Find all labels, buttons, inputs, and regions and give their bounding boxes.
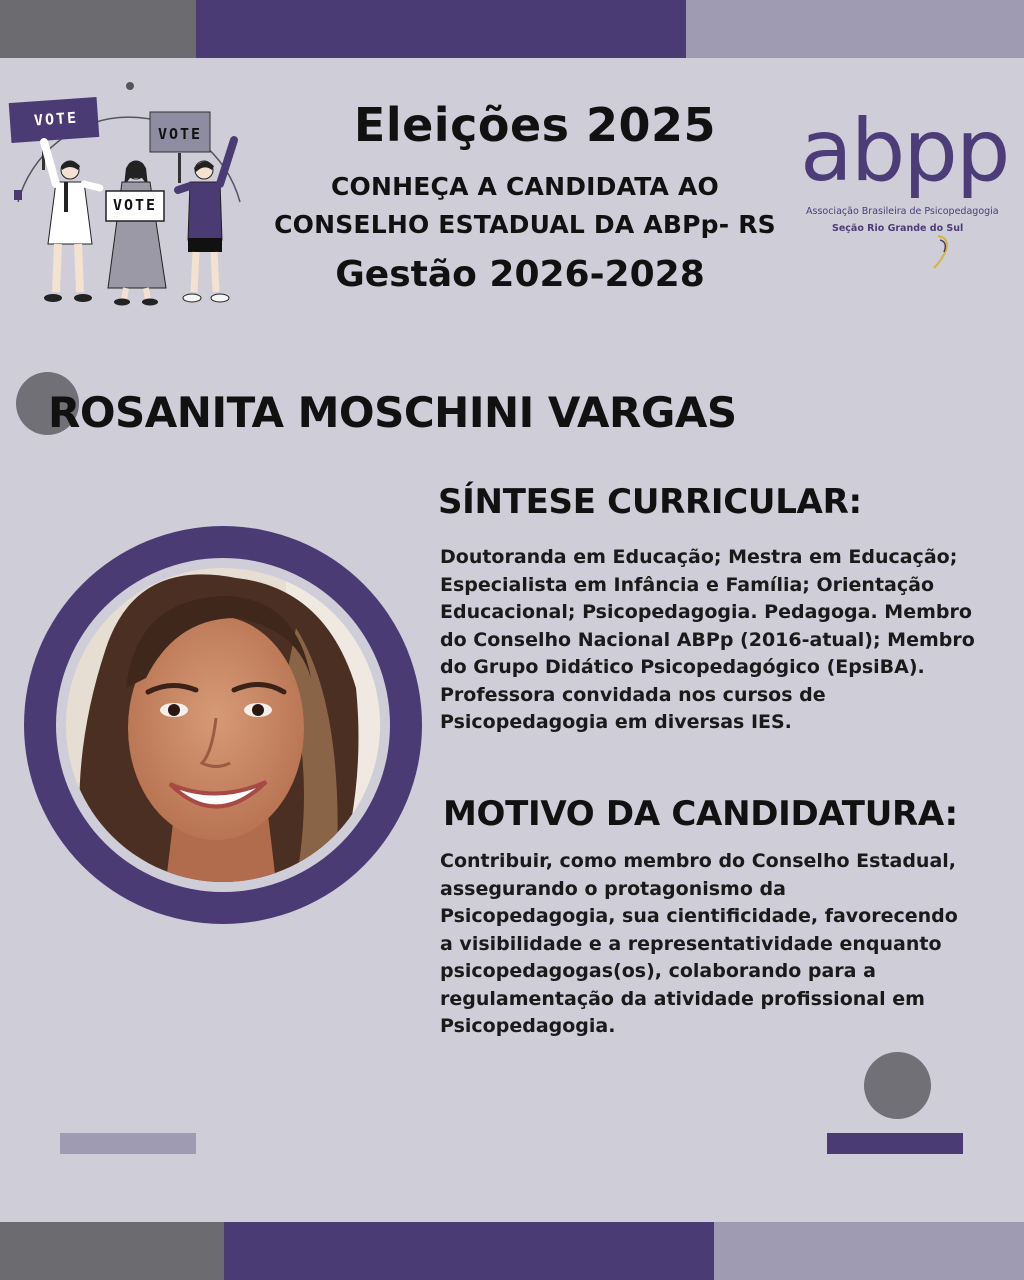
motive-text: Contribuir, como membro do Conselho Estadual, assegurando o protagonismo da Psicopedagogia, sua cientificidade, favorecendo a visibilidade e a representatividade enquanto psicopedagogas(os), colaborando para a regulamentação da atividade profissional em Psicopedagogia. xyxy=(440,850,958,1037)
logo-line-1: Associação Brasileira de Psicopedagogia xyxy=(806,206,999,217)
subtitle-line-1: CONHEÇA A CANDIDATA AO xyxy=(331,172,719,201)
subtitle-line-2: CONSELHO ESTADUAL DA ABPp- RS xyxy=(274,210,776,239)
top-bar-purple xyxy=(196,0,686,58)
page-subtitle xyxy=(240,168,810,244)
cv-heading: SÍNTESE CURRICULAR: xyxy=(438,482,862,522)
logo-wordmark: abpp xyxy=(800,101,1009,201)
bottom-bar-gray xyxy=(0,1222,224,1280)
decor-circle-bottom xyxy=(864,1052,931,1119)
top-bar-gray xyxy=(0,0,196,58)
logo-line-2: Seção Rio Grande do Sul xyxy=(832,223,964,234)
vote-sign-1: VOTE xyxy=(33,108,79,130)
term-label: Gestão 2026-2028 xyxy=(335,254,705,295)
abpp-logo xyxy=(800,101,1009,234)
accent-bar-left xyxy=(60,1133,196,1154)
motive-heading: MOTIVO DA CANDIDATURA: xyxy=(443,794,958,834)
page-title: Eleições 2025 xyxy=(353,98,717,152)
bottom-bar-lavender xyxy=(714,1222,1024,1280)
vote-sign-2: VOTE xyxy=(112,196,158,214)
vote-sign-3: VOTE xyxy=(157,125,203,143)
top-bar-lavender xyxy=(686,0,1024,58)
candidate-photo xyxy=(66,568,380,882)
candidate-name: ROSANITA MOSCHINI VARGAS xyxy=(48,388,737,437)
rs-map-icon xyxy=(930,234,954,270)
accent-bar-right xyxy=(827,1133,963,1154)
cv-text: Doutoranda em Educação; Mestra em Educação; Especialista em Infância e Família; Orientação Educacional; Psicopedagogia. Pedagoga. Membro do Conselho Nacional ABPp (2016-atual); Membro do Grupo Didático Psicopedagógico (EpsiBA). Professora convidada nos cursos de Psicopedagogia em diversas IES. xyxy=(440,546,975,733)
bottom-bar-purple xyxy=(224,1222,714,1280)
